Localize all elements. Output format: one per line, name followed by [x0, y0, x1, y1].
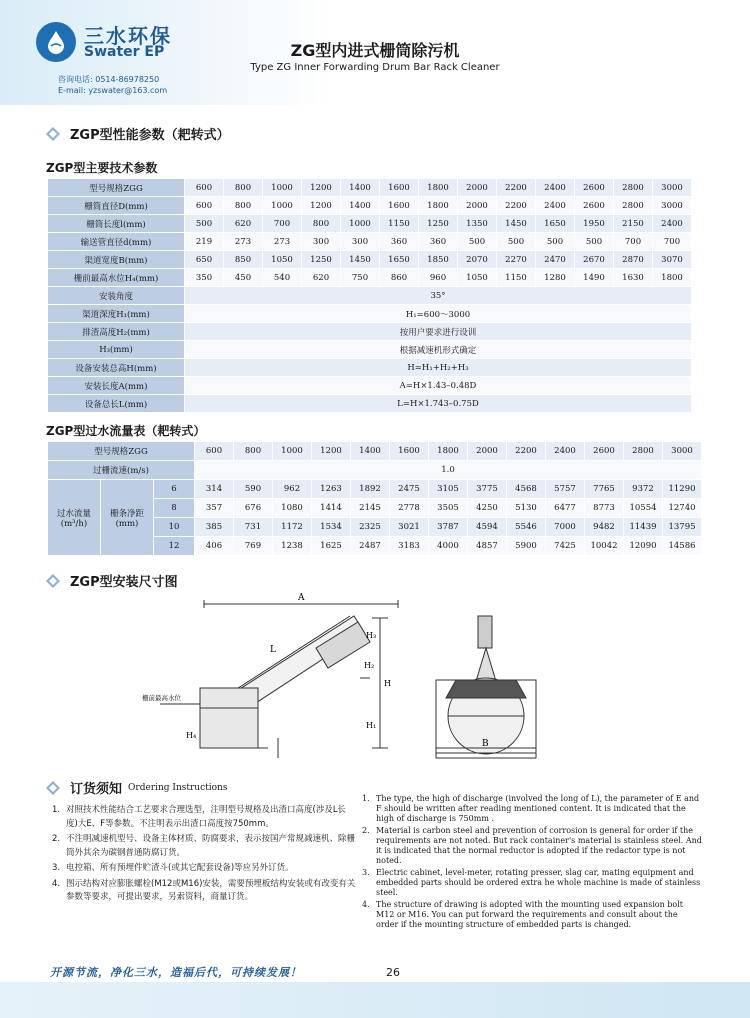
spec-cell: 2400	[653, 215, 692, 233]
flow-cell: 13795	[663, 518, 702, 537]
installation-drawing	[140, 588, 580, 763]
spec-cell: 1800	[419, 197, 458, 215]
section-performance-label: ZGP型性能参数（耙转式）	[70, 128, 230, 143]
spec-cell: 1350	[458, 215, 497, 233]
dim-label-H4: H₄	[186, 731, 197, 740]
spec-cell: 650	[185, 251, 224, 269]
flow-model-cell: 1200	[312, 442, 351, 461]
list-number: 2.	[362, 826, 370, 835]
ordering-title	[46, 778, 227, 797]
flow-cell: 4594	[468, 518, 507, 537]
spec-cell: 1800	[419, 179, 458, 197]
flow-model-cell: 1000	[273, 442, 312, 461]
spec-cell: 500	[458, 233, 497, 251]
spec-cell: 800	[224, 197, 263, 215]
spec-row-label: 渠道宽度B(mm)	[48, 251, 185, 269]
list-text: The type, the high of discharge (involved the long of L), the parameter of E and F should be written after reading mentioned content. It is indicated that the high of discharge is 750mm .	[376, 794, 700, 823]
spec-cell: 2150	[614, 215, 653, 233]
dim-label-B: B	[482, 739, 489, 749]
brand-name-cn: 三水环保	[84, 24, 172, 48]
spec-cell: 2200	[497, 197, 536, 215]
ordering-cn-item	[52, 862, 357, 876]
flow-velocity-row	[48, 461, 702, 480]
flow-cell: 731	[234, 518, 273, 537]
spec-row	[48, 377, 692, 395]
section-install-label: ZGP型安装尺寸图	[70, 575, 178, 590]
spec-table-title: ZGP型主要技术参数	[46, 161, 158, 175]
spec-cell: 1950	[575, 215, 614, 233]
flow-table	[47, 441, 702, 556]
spec-row-label: 设备总长L(mm)	[48, 395, 185, 413]
spec-cell: 1150	[497, 269, 536, 287]
list-text: 不注明减速机型号、设备主体材质、防腐要求，表示按国产常规减速机、除栅筒外其余为碳钢普通防腐订货。	[66, 834, 356, 858]
spec-row	[48, 215, 692, 233]
flow-cell: 5757	[546, 480, 585, 499]
dim-label-H1: H₁	[366, 721, 377, 730]
spec-row-label: H₃(mm)	[48, 341, 185, 359]
flow-cell: 385	[195, 518, 234, 537]
spec-cell: 1050	[458, 269, 497, 287]
spec-row	[48, 179, 692, 197]
dim-label-A: A	[298, 593, 305, 603]
flow-model-cell: 3000	[663, 442, 702, 461]
ordering-en-item	[362, 826, 702, 866]
spec-cell: 1000	[341, 215, 380, 233]
spec-merged-value: 根据减速机形式确定	[185, 341, 692, 359]
ordering-cn-item	[52, 833, 357, 860]
flow-cell: 1625	[312, 537, 351, 556]
spec-cell: 500	[497, 233, 536, 251]
spec-row-label: 安装角度	[48, 287, 185, 305]
flow-cell: 4000	[429, 537, 468, 556]
flow-cell: 357	[195, 499, 234, 518]
flow-cell: 3775	[468, 480, 507, 499]
spec-cell: 1400	[341, 197, 380, 215]
list-text: Material is carbon steel and prevention of corrosion is general for order if the requirements are not noted. But rack container's material is stainless steel. And it is indicated that the normal reductor is adopted if the redactor type is not noted.	[376, 826, 702, 865]
spec-cell: 1450	[341, 251, 380, 269]
ordering-list-en	[362, 794, 702, 932]
spec-cell: 2870	[614, 251, 653, 269]
ordering-list-cn	[52, 804, 357, 907]
flow-cell: 4568	[507, 480, 546, 499]
list-number: 2.	[52, 834, 61, 844]
flow-model-cell: 2000	[468, 442, 507, 461]
flow-cell: 2475	[390, 480, 429, 499]
flow-model-cell: 800	[234, 442, 273, 461]
dim-label-H: H	[384, 679, 391, 688]
spec-row-label: 渠道深度H₁(mm)	[48, 305, 185, 323]
spec-cell: 2000	[458, 179, 497, 197]
spec-cell: 2800	[614, 197, 653, 215]
spec-cell: 2670	[575, 251, 614, 269]
flow-cell: 7000	[546, 518, 585, 537]
spec-cell: 1450	[497, 215, 536, 233]
flow-cell: 1892	[351, 480, 390, 499]
flow-row	[48, 480, 702, 499]
list-number: 1.	[52, 805, 61, 815]
diamond-icon	[46, 781, 60, 795]
spec-cell: 1000	[263, 179, 302, 197]
flow-cell: 4250	[468, 499, 507, 518]
flow-cell: 11290	[663, 480, 702, 499]
spec-cell: 2270	[497, 251, 536, 269]
spec-cell: 1250	[302, 251, 341, 269]
spec-cell: 1630	[614, 269, 653, 287]
brand-name-en: Swater EP	[84, 44, 165, 60]
spec-cell: 273	[224, 233, 263, 251]
spec-cell: 620	[302, 269, 341, 287]
spec-merged-value: 按用户要求进行设训	[185, 323, 692, 341]
flow-cell: 676	[234, 499, 273, 518]
flow-cell: 5900	[507, 537, 546, 556]
flow-cell: 1534	[312, 518, 351, 537]
spec-cell: 1200	[302, 197, 341, 215]
list-text: Electric cabinet, level-meter, rotating presser, slag car, mating equipment and embedded parts should be ordered extra he whole machine is made of stainless steel.	[376, 868, 701, 897]
flow-cell: 10554	[624, 499, 663, 518]
spec-cell: 500	[185, 215, 224, 233]
spec-cell: 360	[380, 233, 419, 251]
spec-row-label: 型号规格ZGG	[48, 179, 185, 197]
flow-cell: 7765	[585, 480, 624, 499]
flow-cell: 1263	[312, 480, 351, 499]
spec-row	[48, 233, 692, 251]
flow-cell: 769	[234, 537, 273, 556]
spec-cell: 1000	[263, 197, 302, 215]
flow-cell: 5130	[507, 499, 546, 518]
flow-cell: 8773	[585, 499, 624, 518]
water-level-label: 栅前最高水位	[142, 694, 181, 702]
contact-email: E-mail: yzswater@163.com	[58, 86, 168, 95]
spec-row	[48, 305, 692, 323]
flow-cell: 3787	[429, 518, 468, 537]
flow-volume-label: 过水流量(m³/h)	[48, 480, 101, 556]
flow-cell: 1238	[273, 537, 312, 556]
spec-merged-value: H=H₁+H₂+H₃	[185, 359, 692, 377]
spec-cell: 600	[185, 197, 224, 215]
spec-cell: 1600	[380, 197, 419, 215]
flow-cell: 2487	[351, 537, 390, 556]
section-performance	[46, 124, 230, 143]
list-number: 3.	[362, 868, 370, 877]
flow-cell: 10042	[585, 537, 624, 556]
flow-cell: 3021	[390, 518, 429, 537]
spec-merged-value: 35°	[185, 287, 692, 305]
dim-label-L: L	[270, 645, 276, 655]
spec-cell: 750	[341, 269, 380, 287]
spec-row	[48, 287, 692, 305]
flow-gap-value: 8	[154, 499, 195, 518]
diamond-icon	[46, 574, 60, 588]
dim-label-H3: H₃	[366, 631, 377, 640]
flow-cell: 1080	[273, 499, 312, 518]
spec-cell: 350	[185, 269, 224, 287]
spec-cell: 1600	[380, 179, 419, 197]
spec-row-label: 栅前最高水位H₄(mm)	[48, 269, 185, 287]
spec-cell: 1150	[380, 215, 419, 233]
spec-cell: 1850	[419, 251, 458, 269]
spec-cell: 219	[185, 233, 224, 251]
flow-table-title: ZGP型过水流量表（耙转式）	[46, 424, 206, 438]
flow-cell: 590	[234, 480, 273, 499]
list-number: 4.	[52, 878, 61, 889]
spec-cell: 2600	[575, 179, 614, 197]
flow-cell: 12740	[663, 499, 702, 518]
spec-cell: 1800	[653, 269, 692, 287]
flow-cell: 314	[195, 480, 234, 499]
spec-cell: 360	[419, 233, 458, 251]
flow-cell: 3505	[429, 499, 468, 518]
spec-cell: 620	[224, 215, 263, 233]
ordering-title-en: Ordering Instructions	[128, 782, 228, 793]
ordering-cn-item	[52, 804, 357, 831]
flow-gap-label: 栅条净距(mm)	[101, 480, 154, 556]
spec-cell: 300	[341, 233, 380, 251]
flow-cell: 1172	[273, 518, 312, 537]
spec-cell: 300	[302, 233, 341, 251]
spec-cell: 2470	[536, 251, 575, 269]
spec-row	[48, 359, 692, 377]
flow-cell: 11439	[624, 518, 663, 537]
list-number: 4.	[362, 900, 370, 909]
ordering-en-item	[362, 868, 702, 898]
flow-model-label: 型号规格ZGG	[48, 442, 195, 461]
flow-cell: 12090	[624, 537, 663, 556]
flow-model-cell: 2400	[546, 442, 585, 461]
list-number: 1.	[362, 794, 370, 803]
ordering-en-item	[362, 900, 702, 930]
page-title-cn: ZG型内进式栅筒除污机	[290, 41, 460, 60]
flow-gap-value: 6	[154, 480, 195, 499]
spec-cell: 273	[263, 233, 302, 251]
spec-row-label: 排渣高度H₂(mm)	[48, 323, 185, 341]
diamond-icon	[46, 127, 60, 141]
flow-cell: 7425	[546, 537, 585, 556]
page-number: 26	[386, 966, 400, 979]
spec-merged-value: H₁=600～3000	[185, 305, 692, 323]
spec-cell: 1650	[380, 251, 419, 269]
flow-model-cell: 2200	[507, 442, 546, 461]
spec-cell: 1400	[341, 179, 380, 197]
spec-cell: 1050	[263, 251, 302, 269]
spec-merged-value: A=H×1.43–0.48D	[185, 377, 692, 395]
spec-cell: 1250	[419, 215, 458, 233]
spec-cell: 800	[224, 179, 263, 197]
flow-cell: 2145	[351, 499, 390, 518]
spec-row-label: 输送管直径d(mm)	[48, 233, 185, 251]
spec-row	[48, 395, 692, 413]
spec-cell: 3000	[653, 197, 692, 215]
flow-model-cell: 1600	[390, 442, 429, 461]
spec-cell: 1490	[575, 269, 614, 287]
spec-row	[48, 341, 692, 359]
spec-table	[47, 178, 692, 413]
spec-row-label: 安装长度A(mm)	[48, 377, 185, 395]
spec-row	[48, 251, 692, 269]
spec-cell: 3070	[653, 251, 692, 269]
contact-phone: 咨询电话: 0514-86978250	[58, 75, 160, 84]
spec-cell: 1280	[536, 269, 575, 287]
list-text: 图示结构对应膨胀螺栓(M12或M16)安装，需要预埋板结构安装或有改变有关参数等要求，可提出要求，另索资料，商量订货。	[66, 878, 356, 902]
flow-velocity-value: 1.0	[195, 461, 702, 480]
list-text: The structure of drawing is adopted with the mounting used expansion bolt M12 or M16. You can put forward the requirements and consult about the order if the mounting structure of embedded parts is changed.	[376, 900, 684, 929]
spec-cell: 450	[224, 269, 263, 287]
flow-cell: 2325	[351, 518, 390, 537]
flow-gap-value: 10	[154, 518, 195, 537]
dim-label-H2: H₂	[364, 661, 375, 670]
spec-row	[48, 323, 692, 341]
spec-row-label: 栅筒长度l(mm)	[48, 215, 185, 233]
flow-cell: 6477	[546, 499, 585, 518]
spec-cell: 700	[263, 215, 302, 233]
spec-row-label: 设备安装总高H(mm)	[48, 359, 185, 377]
spec-cell: 700	[653, 233, 692, 251]
flow-model-cell: 2800	[624, 442, 663, 461]
footer-background	[0, 982, 750, 1018]
flow-cell: 9372	[624, 480, 663, 499]
spec-cell: 500	[575, 233, 614, 251]
spec-cell: 2200	[497, 179, 536, 197]
spec-cell: 960	[419, 269, 458, 287]
flow-cell: 3183	[390, 537, 429, 556]
spec-cell: 800	[302, 215, 341, 233]
spec-row-label: 栅筒直径D(mm)	[48, 197, 185, 215]
list-text: 对照技术性能结合工艺要求合理选型，注明型号规格及出渣口高度(涉及L长度)大E、F等参数。不注明表示出渣口高度按750mm。	[66, 805, 347, 829]
spec-cell: 1200	[302, 179, 341, 197]
spec-cell: 700	[614, 233, 653, 251]
spec-cell: 2600	[575, 197, 614, 215]
spec-cell: 600	[185, 179, 224, 197]
flow-model-cell: 1400	[351, 442, 390, 461]
flow-model-cell: 600	[195, 442, 234, 461]
spec-merged-value: L=H×1.743–0.75D	[185, 395, 692, 413]
spec-cell: 2000	[458, 197, 497, 215]
ordering-cn-item	[52, 878, 357, 905]
flow-header-row	[48, 442, 702, 461]
flow-cell: 14586	[663, 537, 702, 556]
spec-cell: 2800	[614, 179, 653, 197]
spec-cell: 500	[536, 233, 575, 251]
flow-cell: 1414	[312, 499, 351, 518]
ordering-title-cn: 订货须知	[70, 782, 123, 797]
flow-cell: 5546	[507, 518, 546, 537]
list-number: 3.	[52, 863, 61, 873]
spec-cell: 3000	[653, 179, 692, 197]
spec-row	[48, 269, 692, 287]
spec-cell: 2400	[536, 197, 575, 215]
flow-cell: 9482	[585, 518, 624, 537]
page-title-en: Type ZG Inner Forwarding Drum Bar Rack Cleaner	[250, 62, 500, 73]
spec-cell: 540	[263, 269, 302, 287]
list-text: 电控箱、所有预埋件贮渣斗(或其它配套设备)等应另外订货。	[66, 863, 294, 873]
spec-cell: 2070	[458, 251, 497, 269]
spec-row	[48, 197, 692, 215]
spec-cell: 860	[380, 269, 419, 287]
flow-cell: 962	[273, 480, 312, 499]
spec-cell: 2400	[536, 179, 575, 197]
flow-cell: 406	[195, 537, 234, 556]
flow-cell: 4857	[468, 537, 507, 556]
flow-cell: 2778	[390, 499, 429, 518]
flow-model-cell: 2600	[585, 442, 624, 461]
flow-velocity-label: 过栅流速(m/s)	[48, 461, 195, 480]
flow-cell: 3105	[429, 480, 468, 499]
spec-cell: 1650	[536, 215, 575, 233]
flow-gap-value: 12	[154, 537, 195, 556]
spec-cell: 850	[224, 251, 263, 269]
flow-model-cell: 1800	[429, 442, 468, 461]
ordering-en-item	[362, 794, 702, 824]
footer-slogan: 开源节流，净化三水，造福后代，可持续发展！	[50, 966, 302, 979]
